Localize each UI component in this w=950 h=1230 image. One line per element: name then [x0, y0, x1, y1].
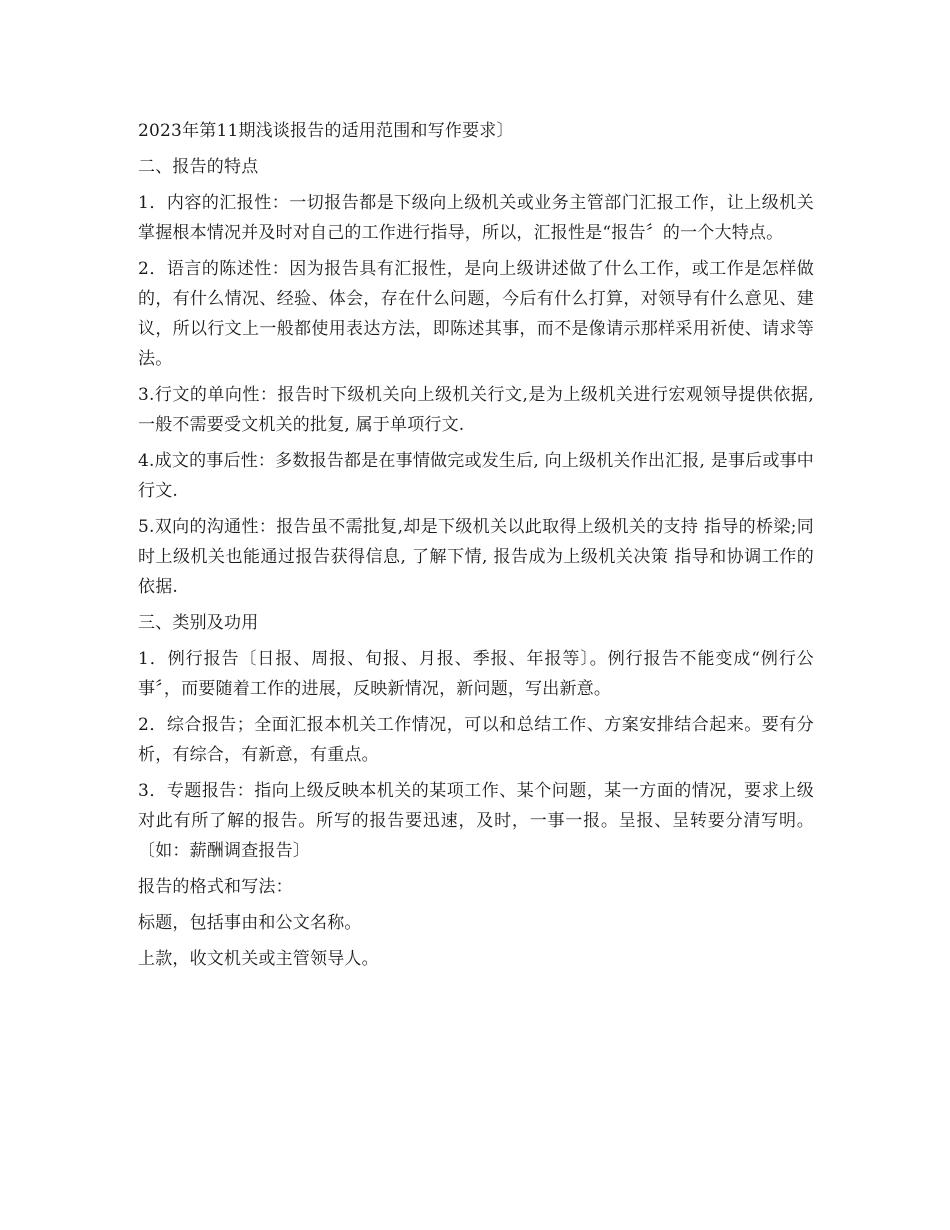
paragraph-source-line: 2023年第11期浅谈报告的适用范围和写作要求〕: [138, 121, 514, 141]
paragraph-recipient-rule: 上款，收文机关或主管领导人。: [138, 949, 379, 969]
paragraph-feature-2: 2．语言的陈述性：因为报告具有汇报性，是向上级讲述做了什么工作，或工作是怎样做的，有什么情况、经验、体会，存在什么问题，今后有什么打算，对领导有什么意见、建议，所以行文上一般都使用表达方法，即陈述其事，而不是像请示那样采用祈使、请求等法。: [138, 259, 814, 369]
heading-categories: 三、类别及功用: [138, 613, 259, 633]
paragraph-feature-1: 1．内容的汇报性：一切报告都是下级向上级机关或业务主管部门汇报工作，让上级机关掌握根本情况并及时对自己的工作进行指导，所以，汇报性是“报告〞的一个大特点。: [138, 193, 814, 243]
document-body: [138, 116, 814, 980]
paragraph-feature-5: 5.双向的沟通性：报告虽不需批复,却是下级机关以此取得上级机关的支持 指导的桥梁;同时上级机关也能通过报告获得信息, 了解下情, 报告成为上级机关决策 指导和协调工作的依据.: [138, 517, 814, 597]
paragraph-category-2: 2．综合报告；全面汇报本机关工作情况，可以和总结工作、方案安排结合起来。要有分析，有综合，有新意，有重点。: [138, 715, 814, 765]
paragraph-category-3: 3．专题报告：指向上级反映本机关的某项工作、某个问题，某一方面的情况，要求上级对此有所了解的报告。所写的报告要迅速，及时，一事一报。呈报、呈转要分清写明。〔如：薪酬调查报告〕: [138, 781, 814, 861]
heading-format: 报告的格式和写法：: [138, 877, 293, 897]
paragraph-feature-3: 3.行文的单向性：报告时下级机关向上级机关行文,是为上级机关进行宏观领导提供依据, 一般不需要受文机关的批复, 属于单项行文.: [138, 385, 814, 435]
paragraph-feature-4: 4.成文的事后性：多数报告都是在事情做完或发生后, 向上级机关作出汇报, 是事后或事中行文.: [138, 451, 814, 501]
paragraph-title-rule: 标题，包括事由和公文名称。: [138, 913, 362, 933]
paragraph-category-1: 1．例行报告〔日报、周报、旬报、月报、季报、年报等〕。例行报告不能变成“例行公事〞，而要随着工作的进展，反映新情况，新问题，写出新意。: [138, 649, 814, 699]
heading-report-features: 二、报告的特点: [138, 157, 259, 177]
